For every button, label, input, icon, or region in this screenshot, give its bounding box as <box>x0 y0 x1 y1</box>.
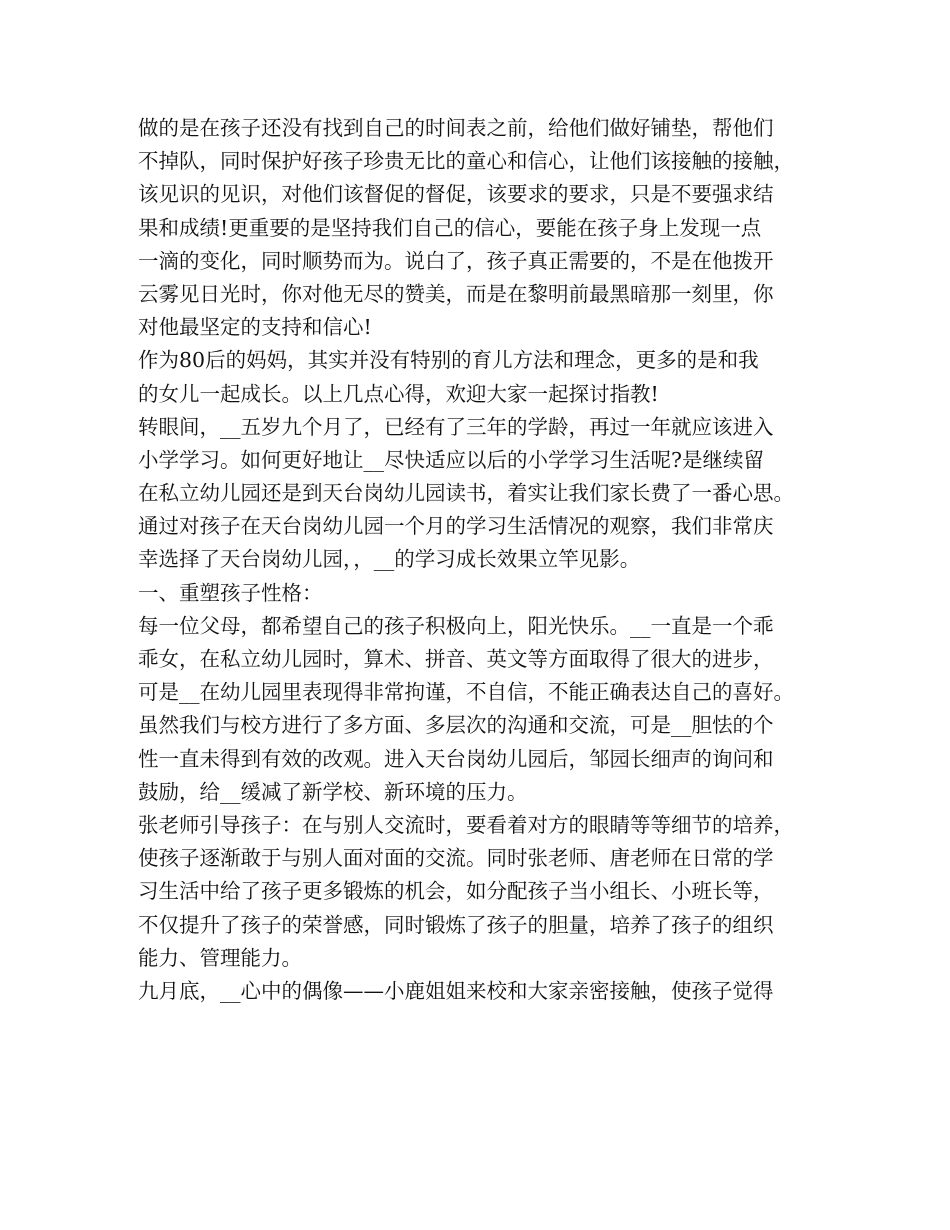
text-line: 的女儿一起成长。以上几点心得，欢迎大家一起探讨指教! <box>138 381 659 406</box>
text-line: 可是__在幼儿园里表现得非常拘谨，不自信，不能正确表达自己的喜好。 <box>138 680 794 705</box>
text-line: 转眼间，__五岁九个月了，已经有了三年的学龄，再过一年就应该进入 <box>138 414 774 439</box>
text-line: 性一直未得到有效的改观。进入天台岗幼儿园后，邹园长细声的询问和 <box>138 746 774 771</box>
text-line: 对他最坚定的支持和信心! <box>138 315 372 340</box>
text-line: 九月底，__心中的偶像——小鹿姐姐来校和大家亲密接触，使孩子觉得 <box>138 978 774 1003</box>
text-line: 幸选择了天台岗幼儿园，，__的学习成长效果立竿见影。 <box>138 547 641 572</box>
text-line: 通过对孩子在天台岗幼儿园一个月的学习生活情况的观察，我们非常庆 <box>138 514 774 539</box>
text-line: 在私立幼儿园还是到天台岗幼儿园读书，着实让我们家长费了一番心思。 <box>138 481 794 506</box>
text-line: 鼓励，给__缓减了新学校、新环境的压力。 <box>138 779 528 804</box>
text-line: 小学学习。如何更好地让__尽快适应以后的小学学习生活呢?是继续留 <box>138 447 764 472</box>
text-line: 该见识的见识，对他们该督促的督促，该要求的要求，只是不要强求结 <box>138 182 774 207</box>
text-line: 云雾见日光时，你对他无尽的赞美，而是在黎明前最黑暗那一刻里，你 <box>138 281 774 306</box>
text-line: 张老师引导孩子：在与别人交流时，要看着对方的眼睛等等细节的培养， <box>138 812 794 837</box>
text-line: 果和成绩!更重要的是坚持我们自己的信心，要能在孩子身上发现一点 <box>138 215 762 240</box>
section-heading: 一、重塑孩子性格： <box>138 580 323 605</box>
text-line: 作为80后的妈妈，其实并没有特别的育儿方法和理念，更多的是和我 <box>138 348 759 373</box>
text-line: 做的是在孩子还没有找到自己的时间表之前，给他们做好铺垫，帮他们 <box>138 116 774 140</box>
text-line: 每一位父母，都希望自己的孩子积极向上，阳光快乐。__一直是一个乖 <box>138 613 774 638</box>
text-line: 能力、管理能力。 <box>138 945 302 970</box>
text-line: 不仅提升了孩子的荣誉感，同时锻炼了孩子的胆量，培养了孩子的组织 <box>138 912 774 937</box>
text-line: 虽然我们与校方进行了多方面、多层次的沟通和交流，可是__胆怯的个 <box>138 713 774 738</box>
text-line: 习生活中给了孩子更多锻炼的机会，如分配孩子当小组长、小班长等， <box>138 879 774 904</box>
text-line: 乖女，在私立幼儿园时，算术、拼音、英文等方面取得了很大的进步， <box>138 647 774 671</box>
text-line: 一滴的变化，同时顺势而为。说白了，孩子真正需要的，不是在他拨开 <box>138 248 774 273</box>
text-line: 使孩子逐渐敢于与别人面对面的交流。同时张老师、唐老师在日常的学 <box>138 846 774 871</box>
document-body <box>138 112 828 1008</box>
text-line: 不掉队，同时保护好孩子珍贵无比的童心和信心，让他们该接触的接触， <box>138 149 794 174</box>
